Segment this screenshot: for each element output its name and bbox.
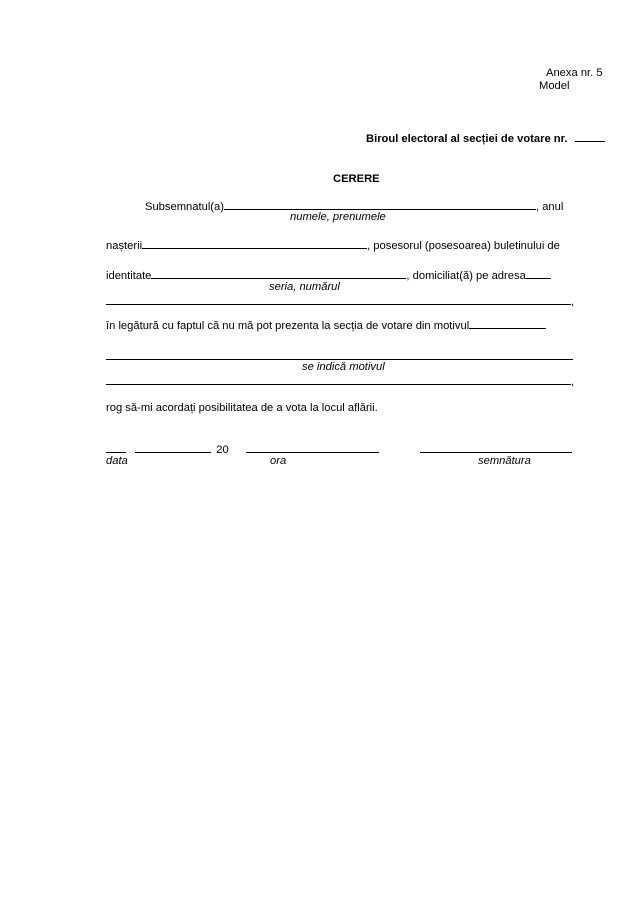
time-label: ora — [270, 455, 287, 467]
address-line — [106, 294, 574, 309]
birth-year-blank[interactable] — [142, 238, 367, 249]
annex-model: Model — [539, 80, 570, 92]
document-title: CERERE — [333, 173, 380, 185]
reason-line-2 — [106, 374, 574, 389]
recipient-line — [366, 131, 605, 146]
recipient-text: Biroul electoral al secției de votare nr. — [366, 133, 568, 145]
time-blank[interactable] — [246, 442, 379, 453]
year-prefix: 20 — [216, 444, 229, 456]
birth-line — [106, 238, 560, 253]
address-comma: , — [571, 296, 575, 308]
section-number-blank[interactable] — [575, 131, 605, 142]
reason-hint: se indică motivul — [302, 361, 385, 373]
reason-blank-2[interactable] — [106, 374, 571, 385]
name-blank[interactable] — [224, 199, 536, 210]
reason-blank-1[interactable] — [106, 349, 573, 360]
name-hint: numele, prenumele — [290, 211, 386, 223]
day-blank[interactable] — [106, 442, 126, 453]
posesorul-label: , posesorul (posesoarea) buletinului de — [367, 240, 560, 252]
anul-label: , anul — [535, 201, 564, 213]
signature-label: semnătura — [478, 455, 531, 467]
month-blank[interactable] — [135, 442, 211, 453]
identitate-label: identitate — [106, 270, 152, 282]
domiciliat-label: , domiciliat(ă) pe adresa — [406, 270, 526, 282]
reason-intro-line — [106, 318, 546, 333]
series-hint: seria, numărul — [269, 281, 340, 293]
reason-comma: , — [571, 376, 575, 388]
signature-blank[interactable] — [420, 442, 572, 453]
time-line — [246, 442, 379, 457]
date-label: data — [106, 455, 128, 467]
annex-number: Anexa nr. 5 — [546, 67, 603, 79]
reason-intro-text: în legătură cu faptul că nu mă pot prezenta la secția de votare din motivul — [106, 320, 470, 332]
reason-start-blank[interactable] — [469, 318, 546, 329]
subsemnatul-label: Subsemnatul(a) — [145, 201, 224, 213]
id-series-blank[interactable] — [151, 268, 406, 279]
nasterii-label: nașterii — [106, 240, 143, 252]
address-start-blank[interactable] — [526, 268, 551, 279]
request-text: rog să-mi acordați posibilitatea de a vota la locul aflării. — [106, 402, 378, 414]
address-blank[interactable] — [106, 294, 571, 305]
